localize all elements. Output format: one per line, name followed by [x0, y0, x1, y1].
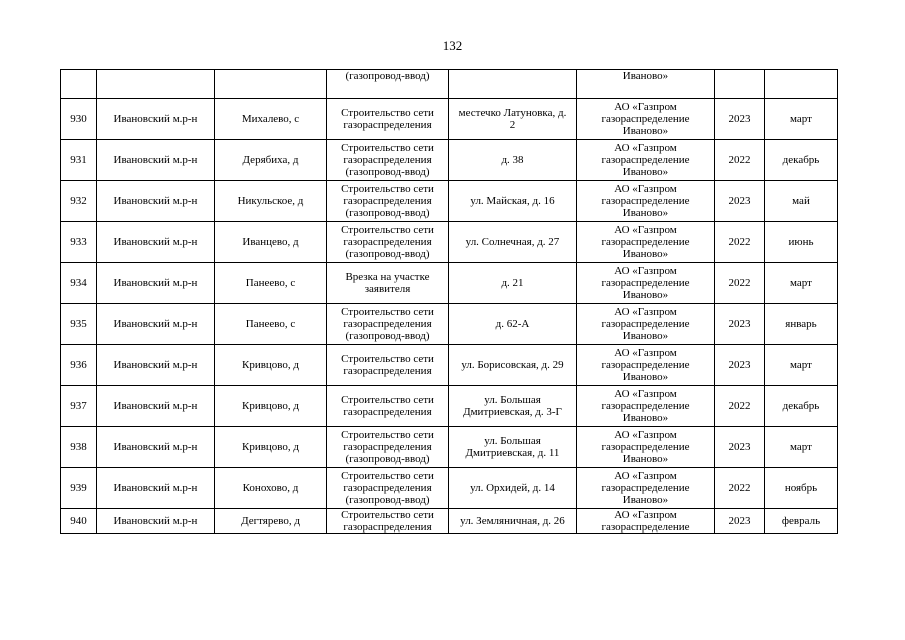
cell-org: АО «Газпром газораспределение Иваново»: [577, 386, 715, 427]
cell-district: Ивановский м.р-н: [97, 99, 215, 140]
table-row: [61, 222, 838, 263]
cell-settlement: Панеево, с: [215, 304, 327, 345]
cell-num: 933: [61, 222, 97, 263]
cell-address: [449, 70, 577, 99]
table-row: [61, 181, 838, 222]
cell-num: 930: [61, 99, 97, 140]
cell-district: Ивановский м.р-н: [97, 181, 215, 222]
cell-num: 931: [61, 140, 97, 181]
cell-org: АО «Газпром газораспределение: [577, 509, 715, 534]
cell-settlement: Никульское, д: [215, 181, 327, 222]
cell-settlement: Дерябиха, д: [215, 140, 327, 181]
cell-month: март: [765, 263, 838, 304]
cell-month: декабрь: [765, 386, 838, 427]
cell-num: 940: [61, 509, 97, 534]
cell-address: ул. Земляничная, д. 26: [449, 509, 577, 534]
cell-address: д. 62-А: [449, 304, 577, 345]
cell-settlement: Панеево, с: [215, 263, 327, 304]
cell-address: ул. Большая Дмитриевская, д. 11: [449, 427, 577, 468]
cell-month: июнь: [765, 222, 838, 263]
cell-org: АО «Газпром газораспределение Иваново»: [577, 263, 715, 304]
cell-year: 2022: [715, 386, 765, 427]
cell-settlement: Дегтярево, д: [215, 509, 327, 534]
cell-num: 934: [61, 263, 97, 304]
cell-num: [61, 70, 97, 99]
cell-district: Ивановский м.р-н: [97, 468, 215, 509]
cell-district: Ивановский м.р-н: [97, 140, 215, 181]
table-row: [61, 386, 838, 427]
cell-settlement: Кривцово, д: [215, 386, 327, 427]
cell-address: д. 38: [449, 140, 577, 181]
table-row: [61, 140, 838, 181]
cell-settlement: Иванцево, д: [215, 222, 327, 263]
cell-org: АО «Газпром газораспределение Иваново»: [577, 222, 715, 263]
cell-org: Иваново»: [577, 70, 715, 99]
cell-year: 2023: [715, 509, 765, 534]
table-row: [61, 304, 838, 345]
gas-connection-table: [60, 69, 838, 534]
table-row: [61, 99, 838, 140]
cell-district: Ивановский м.р-н: [97, 509, 215, 534]
cell-district: Ивановский м.р-н: [97, 263, 215, 304]
table-row: [61, 427, 838, 468]
cell-district: Ивановский м.р-н: [97, 427, 215, 468]
cell-address: д. 21: [449, 263, 577, 304]
cell-month: [765, 70, 838, 99]
cell-year: 2023: [715, 181, 765, 222]
cell-year: 2022: [715, 222, 765, 263]
cell-month: март: [765, 99, 838, 140]
cell-work: (газопровод-ввод): [327, 70, 449, 99]
cell-year: 2023: [715, 345, 765, 386]
cell-settlement: [215, 70, 327, 99]
cell-settlement: Кривцово, д: [215, 427, 327, 468]
cell-district: Ивановский м.р-н: [97, 345, 215, 386]
cell-org: АО «Газпром газораспределение Иваново»: [577, 140, 715, 181]
cell-num: 937: [61, 386, 97, 427]
cell-work: Строительство сети газораспределения: [327, 99, 449, 140]
cell-work: Строительство сети газораспределения (газопровод-ввод): [327, 427, 449, 468]
cell-month: ноябрь: [765, 468, 838, 509]
cell-org: АО «Газпром газораспределение Иваново»: [577, 345, 715, 386]
cell-org: АО «Газпром газораспределение Иваново»: [577, 304, 715, 345]
table-row: [61, 263, 838, 304]
cell-address: ул. Солнечная, д. 27: [449, 222, 577, 263]
cell-work: Строительство сети газораспределения: [327, 386, 449, 427]
cell-work: Строительство сети газораспределения: [327, 345, 449, 386]
cell-address: ул. Майская, д. 16: [449, 181, 577, 222]
cell-settlement: Кривцово, д: [215, 345, 327, 386]
cell-month: март: [765, 345, 838, 386]
cell-year: [715, 70, 765, 99]
cell-work: Строительство сети газораспределения (газопровод-ввод): [327, 222, 449, 263]
cell-num: 936: [61, 345, 97, 386]
cell-num: 935: [61, 304, 97, 345]
cell-year: 2023: [715, 99, 765, 140]
page-number: 132: [442, 38, 463, 53]
cell-month: декабрь: [765, 140, 838, 181]
cell-district: [97, 70, 215, 99]
cell-year: 2022: [715, 263, 765, 304]
table-row: [61, 468, 838, 509]
table-row: [61, 345, 838, 386]
cell-settlement: Михалево, с: [215, 99, 327, 140]
cell-work: Строительство сети газораспределения (газопровод-ввод): [327, 140, 449, 181]
cell-address: ул. Борисовская, д. 29: [449, 345, 577, 386]
cell-org: АО «Газпром газораспределение Иваново»: [577, 427, 715, 468]
cell-work: Строительство сети газораспределения (газопровод-ввод): [327, 304, 449, 345]
cell-year: 2023: [715, 427, 765, 468]
cell-work: Строительство сети газораспределения (газопровод-ввод): [327, 468, 449, 509]
table-row-continuation: [61, 70, 838, 99]
cell-district: Ивановский м.р-н: [97, 304, 215, 345]
cell-year: 2022: [715, 140, 765, 181]
cell-org: АО «Газпром газораспределение Иваново»: [577, 99, 715, 140]
cell-work: Строительство сети газораспределения (газопровод-ввод): [327, 181, 449, 222]
cell-num: 932: [61, 181, 97, 222]
cell-settlement: Конохово, д: [215, 468, 327, 509]
cell-org: АО «Газпром газораспределение Иваново»: [577, 468, 715, 509]
cell-district: Ивановский м.р-н: [97, 222, 215, 263]
cell-month: февраль: [765, 509, 838, 534]
cell-district: Ивановский м.р-н: [97, 386, 215, 427]
cell-num: 938: [61, 427, 97, 468]
cell-month: март: [765, 427, 838, 468]
cell-month: январь: [765, 304, 838, 345]
cell-address: ул. Орхидей, д. 14: [449, 468, 577, 509]
cell-year: 2022: [715, 468, 765, 509]
cell-address: ул. Большая Дмитриевская, д. 3-Г: [449, 386, 577, 427]
cell-month: май: [765, 181, 838, 222]
cell-num: 939: [61, 468, 97, 509]
cell-org: АО «Газпром газораспределение Иваново»: [577, 181, 715, 222]
cell-address: местечко Латуновка, д. 2: [449, 99, 577, 140]
cell-year: 2023: [715, 304, 765, 345]
cell-work: Строительство сети газораспределения: [327, 509, 449, 534]
table-row-cut: [61, 509, 838, 534]
cell-work: Врезка на участке заявителя: [327, 263, 449, 304]
